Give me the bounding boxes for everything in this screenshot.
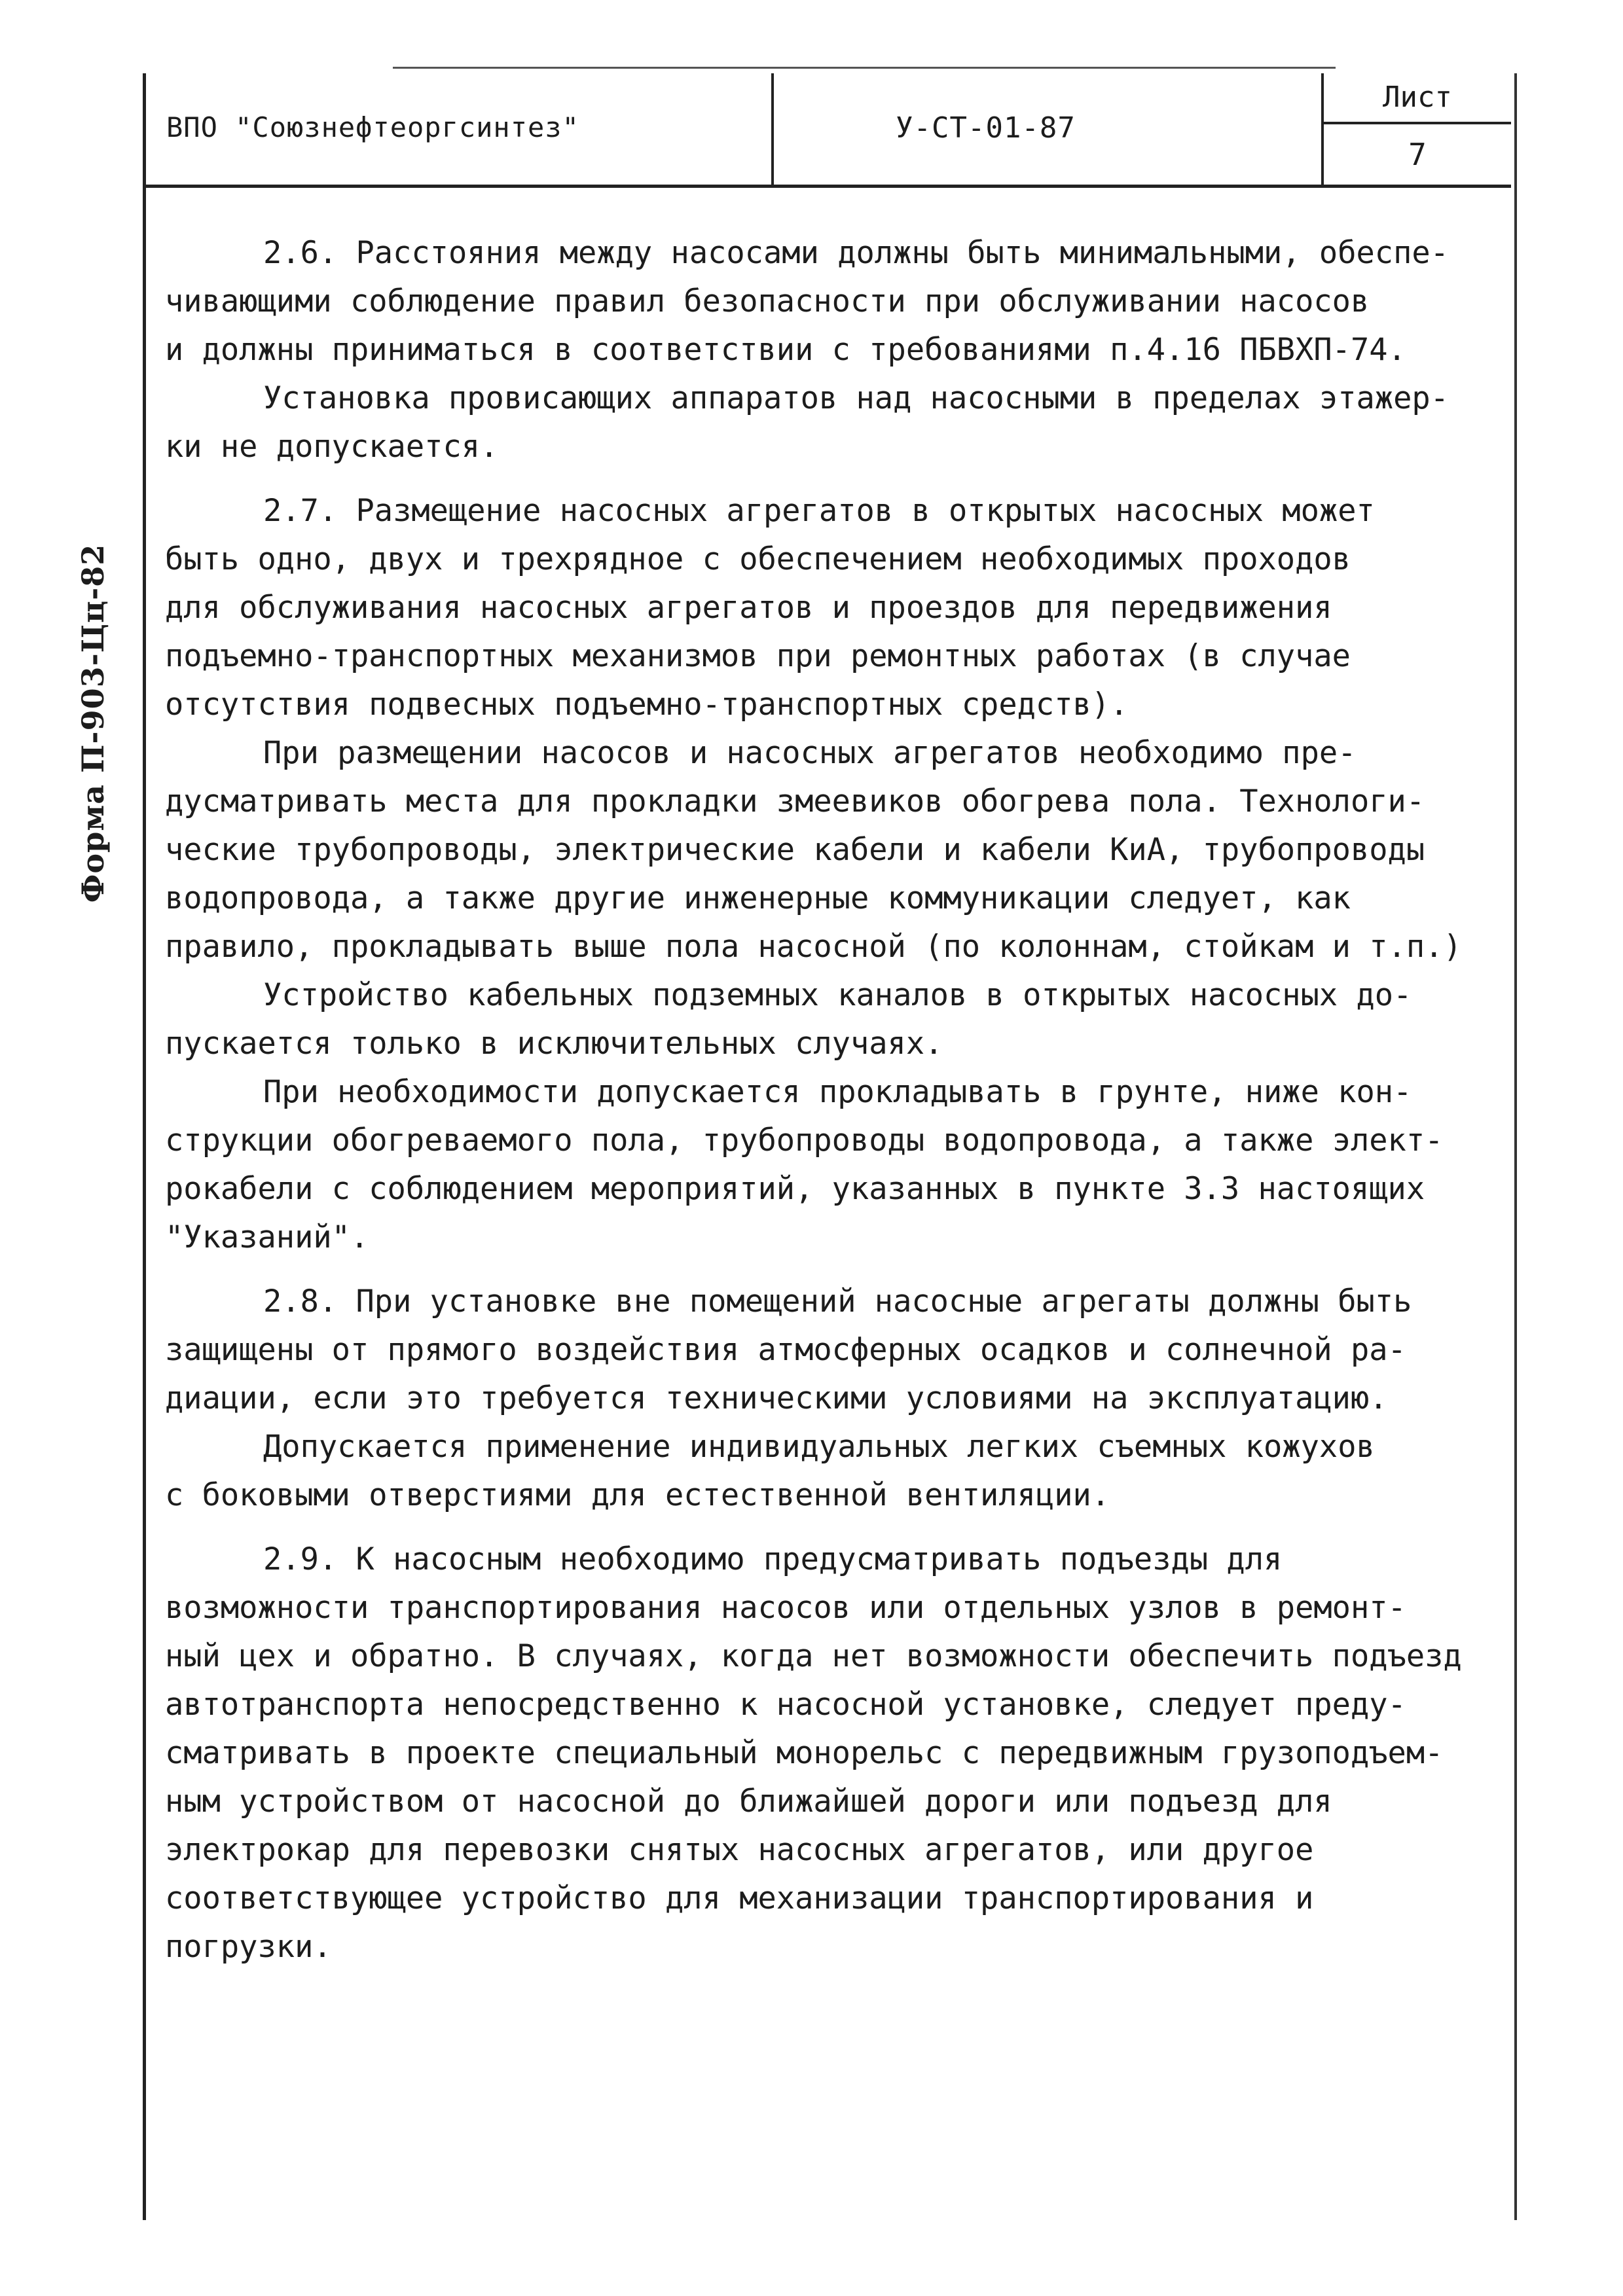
text-line: Установка провисающих аппаратов над насосными в пределах этажер- xyxy=(263,380,1449,416)
text-line: струкции обогреваемого пола, трубопроводы водопровода, а также элект- xyxy=(165,1122,1444,1158)
sheet-number: 7 xyxy=(1408,137,1427,172)
text-line: рокабели с соблюдением мероприятий, указанных в пункте 3.3 настоящих xyxy=(165,1171,1425,1207)
text-line: ный цех и обратно. В случаях, когда нет возможности обеспечить подъезд xyxy=(165,1638,1462,1674)
text-line: и должны приниматься в соответствии с требованиями п.4.16 ПБВХП-74. xyxy=(165,332,1406,368)
text-line: пускается только в исключительных случаях. xyxy=(165,1026,943,1062)
paragraph-gap xyxy=(165,1262,1514,1278)
text-line: защищены от прямого воздействия атмосферных осадков и солнечной ра- xyxy=(165,1332,1406,1368)
text-line: ки не допускается. xyxy=(165,429,499,465)
document-code: У-СТ-01-87 xyxy=(896,111,1076,145)
text-line: Устройство кабельных подземных каналов в открытых насосных до- xyxy=(263,977,1412,1013)
paragraph xyxy=(165,971,1514,1068)
text-line: электрокар для перевозки снятых насосных агрегатов, или другое xyxy=(165,1832,1314,1868)
text-line: чивающими соблюдение правил безопасности при обслуживании насосов xyxy=(165,283,1370,319)
paragraph xyxy=(165,729,1514,971)
text-line: водопровода, а также другие инженерные коммуникации следует, как xyxy=(165,880,1351,916)
text-line: диации, если это требуется техническими условиями на эксплуатацию. xyxy=(165,1380,1388,1416)
text-line: При размещении насосов и насосных агрегатов необходимо пре- xyxy=(263,735,1357,771)
title-block xyxy=(143,73,1511,188)
text-line: ным устройством от насосной до ближайшей дороги или подъезд для xyxy=(165,1784,1332,1820)
paragraph xyxy=(165,374,1514,471)
text-line: ческие трубопроводы, электрические кабели и кабели КиА, трубопроводы xyxy=(165,832,1425,868)
text-line: 2.6. Расстояния между насосами должны быть минимальными, обеспе- xyxy=(263,235,1449,271)
text-line: с боковыми отверстиями для естественной вентиляции. xyxy=(165,1477,1110,1513)
paragraph-2-8 xyxy=(165,1278,1514,1423)
paragraph-2-7 xyxy=(165,487,1514,729)
paragraph-2-9 xyxy=(165,1535,1514,1971)
form-stamp: Форма П-903-Цц-82 xyxy=(75,543,111,903)
text-line: 2.8. При установке вне помещений насосные агрегаты должны быть xyxy=(263,1283,1412,1319)
paragraph-2-6 xyxy=(165,229,1514,374)
text-line: возможности транспортирования насосов или отдельных узлов в ремонт- xyxy=(165,1590,1406,1626)
text-line: быть одно, двух и трехрядное с обеспечением необходимых проходов xyxy=(165,541,1351,577)
text-line: отсутствия подвесных подъемно-транспортных средств). xyxy=(165,687,1129,723)
paragraph xyxy=(165,1068,1514,1262)
text-line: правило, прокладывать выше пола насосной (по колоннам, стойкам и т.п.) xyxy=(165,929,1462,965)
top-edge-rule xyxy=(393,67,1336,69)
sheet-label: Лист xyxy=(1324,73,1511,124)
text-line: сматривать в проекте специальный монорельс с передвижным грузоподъем- xyxy=(165,1735,1444,1771)
text-line: 2.7. Размещение насосных агрегатов в открытых насосных может xyxy=(263,493,1375,529)
paragraph xyxy=(165,1423,1514,1520)
text-line: При необходимости допускается прокладывать в грунте, ниже кон- xyxy=(263,1074,1412,1110)
text-line: погрузки. xyxy=(165,1929,332,1965)
title-block-divider xyxy=(771,73,774,185)
paragraph-gap xyxy=(165,1520,1514,1535)
text-line: дусматривать места для прокладки змеевиков обогрева пола. Технологи- xyxy=(165,783,1425,819)
paragraph-gap xyxy=(165,471,1514,487)
text-line: соответствующее устройство для механизации транспортирования и xyxy=(165,1880,1314,1916)
text-line: для обслуживания насосных агрегатов и проездов для передвижения xyxy=(165,590,1332,626)
text-line: "Указаний". xyxy=(165,1219,369,1255)
text-line: Допускается применение индивидуальных легких съемных кожухов xyxy=(263,1429,1375,1465)
document-body xyxy=(165,229,1514,1971)
text-line: 2.9. К насосным необходимо предусматривать подъезды для xyxy=(263,1541,1283,1577)
organization-name: ВПО "Союзнефтеоргсинтез" xyxy=(166,111,579,143)
text-line: подъемно-транспортных механизмов при ремонтных работах (в случае xyxy=(165,638,1351,674)
text-line: автотранспорта непосредственно к насосной установке, следует преду- xyxy=(165,1687,1406,1723)
